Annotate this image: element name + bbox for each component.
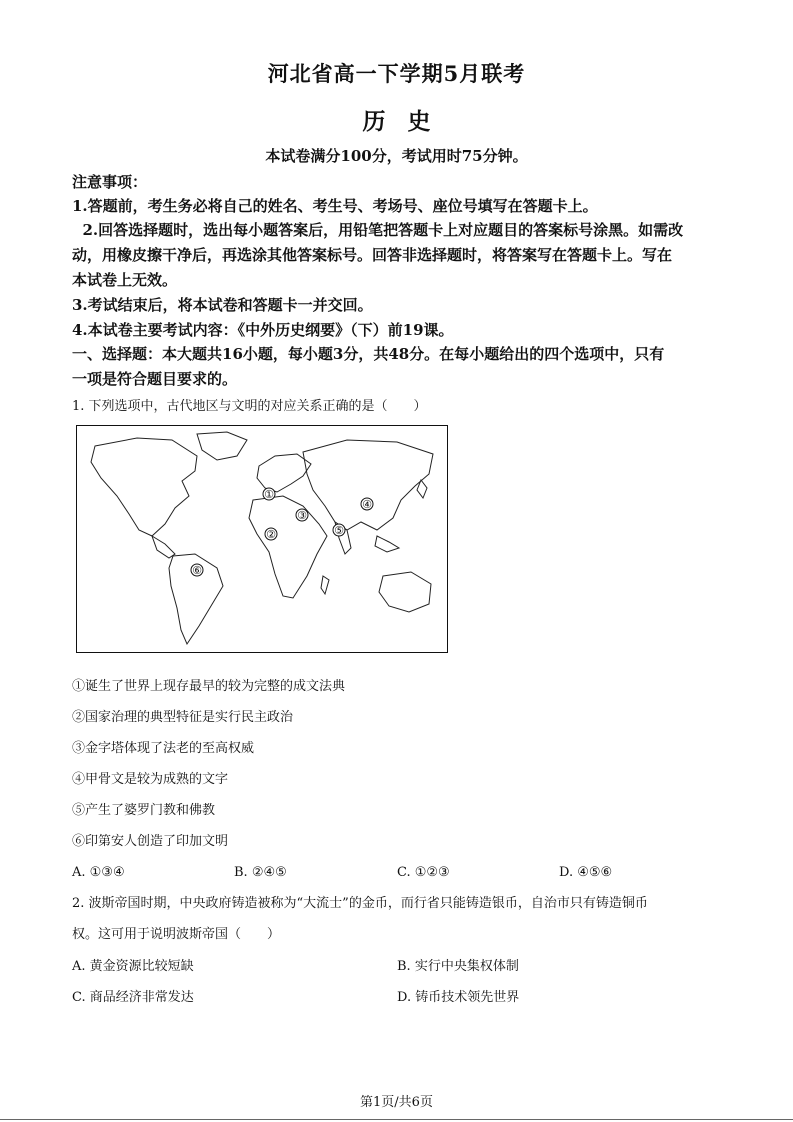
- question-2-stem-line-1: 2. 波斯帝国时期，中央政府铸造被称为“大流士”的金币，而行省只能铸造银币，自治市只有铸造铜币: [72, 896, 648, 911]
- q2-choice-a[interactable]: A. 黄金资源比较短缺: [72, 959, 194, 974]
- map-marker-2: ②: [266, 528, 276, 541]
- map-marker-4: ④: [362, 498, 372, 511]
- q1-choice-b[interactable]: B. ②④⑤: [234, 865, 287, 880]
- page-number: 第1页/共6页: [360, 1095, 433, 1110]
- q2-choice-d[interactable]: D. 铸币技术领先世界: [397, 990, 520, 1005]
- notice-item-2-line-3: 本试卷上无效。: [72, 271, 178, 289]
- world-map-outline: [77, 426, 447, 652]
- madagascar-outline: [321, 576, 329, 594]
- statement-6: ⑥印第安人创造了印加文明: [72, 834, 229, 849]
- notice-item-2-line-1: 2.回答选择题时，选出每小题答案后，用铅笔把答题卡上对应题目的答案标号涂黑。如需改: [72, 221, 684, 239]
- statement-4: ④甲骨文是较为成熟的文字: [72, 772, 229, 787]
- world-map: [76, 425, 448, 653]
- question-2-stem-line-2: 权。这可用于说明波斯帝国（ ）: [72, 927, 281, 942]
- notice-heading: 注意事项：: [72, 173, 148, 191]
- statement-3: ③金字塔体现了法老的至高权威: [72, 741, 255, 756]
- map-marker-3: ③: [297, 509, 307, 522]
- statement-5: ⑤产生了婆罗门教和佛教: [72, 803, 216, 818]
- notice-item-1: 1.答题前，考生务必将自己的姓名、考生号、考场号、座位号填写在答题卡上。: [72, 197, 598, 215]
- africa-outline: [249, 496, 327, 598]
- map-marker-5: ⑤: [334, 524, 344, 537]
- notice-item-4: 4.本试卷主要考试内容：《中外历史纲要》（下）前19课。: [72, 321, 454, 339]
- notice-item-2-line-2: 动，用橡皮擦干净后，再选涂其他答案标号。回答非选择题时，将答案写在答题卡上。写在: [72, 246, 673, 264]
- q1-choice-c[interactable]: C. ①②③: [397, 865, 450, 880]
- europe-outline: [257, 454, 311, 492]
- question-1-stem: 1. 下列选项中，古代地区与文明的对应关系正确的是（ ）: [72, 399, 427, 414]
- section-1-line-2: 一项是符合题目要求的。: [72, 370, 238, 388]
- section-1-line-1: 一、选择题：本大题共16小题，每小题3分，共48分。在每小题给出的四个选项中，只有: [72, 345, 665, 363]
- australia-outline: [379, 572, 431, 612]
- q2-choice-c[interactable]: C. 商品经济非常发达: [72, 990, 194, 1005]
- notice-item-3: 3.考试结束后，将本试卷和答题卡一并交回。: [72, 296, 373, 314]
- statement-1: ①诞生了世界上现存最早的较为完整的成文法典: [72, 679, 346, 694]
- q2-choice-b[interactable]: B. 实行中央集权体制: [397, 959, 519, 974]
- exam-title: 河北省高一下学期5月联考: [267, 61, 526, 86]
- statement-2: ②国家治理的典型特征是实行民主政治: [72, 710, 294, 725]
- asia-outline: [303, 440, 433, 530]
- central-america-outline: [152, 536, 175, 558]
- subject-title: 历史: [362, 108, 453, 135]
- map-marker-1: ①: [264, 488, 274, 501]
- footer-divider: [0, 1119, 793, 1120]
- map-marker-6: ⑥: [192, 564, 202, 577]
- southeast-asia-outline: [375, 536, 399, 552]
- greenland-outline: [197, 432, 247, 460]
- q1-choice-d[interactable]: D. ④⑤⑥: [559, 865, 613, 880]
- exam-info: 本试卷满分100分，考试用时75分钟。: [265, 147, 528, 165]
- q1-choice-a[interactable]: A. ①③④: [72, 865, 125, 880]
- north-america-outline: [91, 438, 197, 536]
